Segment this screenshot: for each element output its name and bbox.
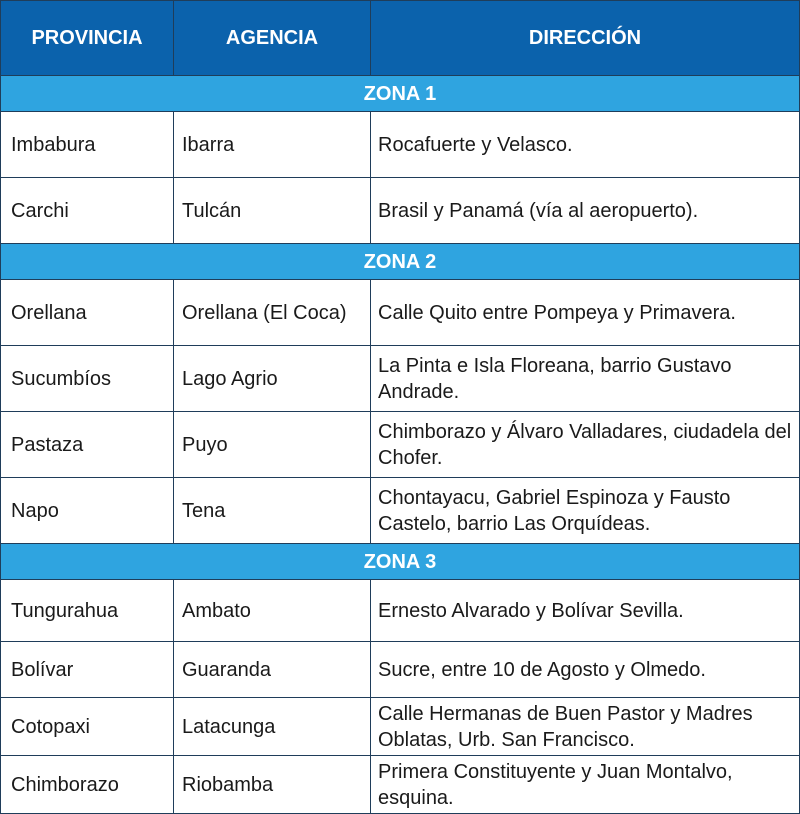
header-row [1, 1, 800, 76]
table-row [1, 698, 800, 756]
cell-provincia: Bolívar [1, 642, 174, 698]
cell-agencia: Ambato [174, 580, 371, 642]
table-row [1, 580, 800, 642]
table-row [1, 478, 800, 544]
cell-provincia: Chimborazo [1, 756, 174, 814]
cell-agencia: Tena [174, 478, 371, 544]
cell-direccion: Calle Hermanas de Buen Pastor y Madres Oblatas, Urb. San Francisco. [371, 698, 800, 756]
cell-direccion: Chontayacu, Gabriel Espinoza y Fausto Castelo, barrio Las Orquídeas. [371, 478, 800, 544]
zone-title: ZONA 3 [1, 544, 800, 580]
cell-provincia: Pastaza [1, 412, 174, 478]
cell-agencia: Riobamba [174, 756, 371, 814]
cell-agencia: Tulcán [174, 178, 371, 244]
header-direccion: DIRECCIÓN [371, 1, 800, 76]
zone-header-3 [1, 544, 800, 580]
cell-provincia: Carchi [1, 178, 174, 244]
cell-direccion: Sucre, entre 10 de Agosto y Olmedo. [371, 642, 800, 698]
zone-title: ZONA 1 [1, 76, 800, 112]
cell-agencia: Puyo [174, 412, 371, 478]
cell-agencia: Latacunga [174, 698, 371, 756]
cell-direccion: Brasil y Panamá (vía al aeropuerto). [371, 178, 800, 244]
header-provincia: PROVINCIA [1, 1, 174, 76]
cell-agencia: Orellana (El Coca) [174, 280, 371, 346]
cell-provincia: Sucumbíos [1, 346, 174, 412]
cell-direccion: Ernesto Alvarado y Bolívar Sevilla. [371, 580, 800, 642]
cell-provincia: Tungurahua [1, 580, 174, 642]
cell-agencia: Ibarra [174, 112, 371, 178]
table-row [1, 112, 800, 178]
table-row [1, 642, 800, 698]
zone-header-1 [1, 76, 800, 112]
table-row [1, 178, 800, 244]
zone-header-2 [1, 244, 800, 280]
cell-agencia: Guaranda [174, 642, 371, 698]
cell-provincia: Napo [1, 478, 174, 544]
cell-direccion: Calle Quito entre Pompeya y Primavera. [371, 280, 800, 346]
cell-direccion: Primera Constituyente y Juan Montalvo, esquina. [371, 756, 800, 814]
table-row [1, 280, 800, 346]
table-row [1, 412, 800, 478]
zone-title: ZONA 2 [1, 244, 800, 280]
table-row [1, 756, 800, 814]
cell-direccion: Chimborazo y Álvaro Valladares, ciudadela del Chofer. [371, 412, 800, 478]
header-agencia: AGENCIA [174, 1, 371, 76]
cell-direccion: Rocafuerte y Velasco. [371, 112, 800, 178]
cell-provincia: Orellana [1, 280, 174, 346]
cell-agencia: Lago Agrio [174, 346, 371, 412]
cell-provincia: Imbabura [1, 112, 174, 178]
cell-provincia: Cotopaxi [1, 698, 174, 756]
cell-direccion: La Pinta e Isla Floreana, barrio Gustavo Andrade. [371, 346, 800, 412]
table-row [1, 346, 800, 412]
